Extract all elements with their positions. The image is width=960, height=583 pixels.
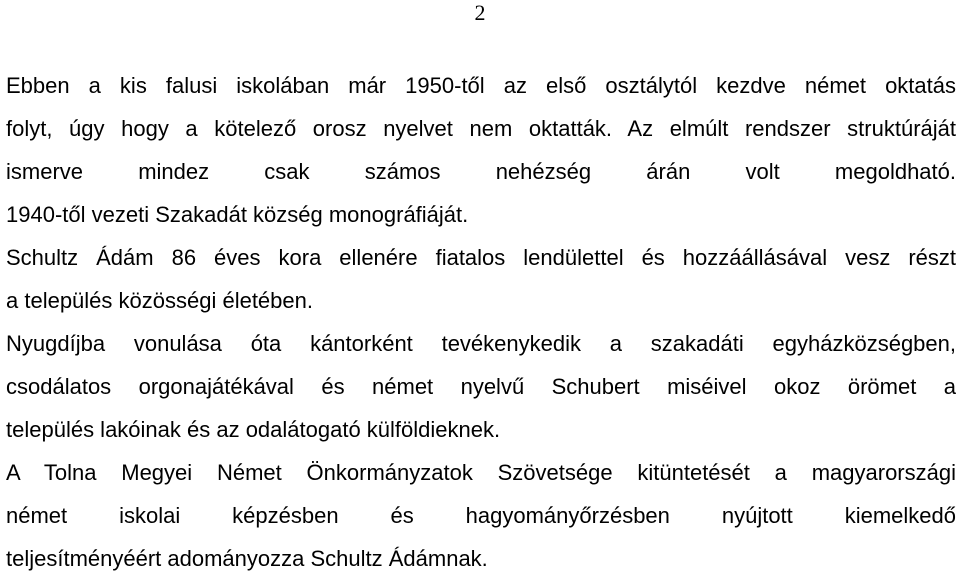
paragraph-1 [6,64,956,236]
text-line: Ebben a kis falusi iskolában már 1950-től az első osztálytól kezdve német oktatás [6,73,956,98]
text-line: Schultz Ádám 86 éves kora ellenére fiatalos lendülettel és hozzáállásával vesz részt [6,245,956,270]
text-line: 1940-től vezeti Szakadát község monográfiáját. [6,202,469,227]
text-line: teljesítményéért adományozza Schultz Ádámnak. [6,546,488,571]
text-line: település lakóinak és az odalátogató külföldieknek. [6,417,501,442]
body-text [6,64,956,580]
text-line: Nyugdíjba vonulása óta kántorként tevékenykedik a szakadáti egyházközségben, [6,331,956,356]
text-line: csodálatos orgonajátékával és német nyelvű Schubert miséivel okoz örömet a [6,374,956,399]
text-line: A Tolna Megyei Német Önkormányzatok Szövetsége kitüntetését a magyarországi [6,460,956,485]
paragraph-2 [6,236,956,322]
text-line: ismerve mindez csak számos nehézség árán volt megoldható. [6,159,956,184]
text-line: folyt, úgy hogy a kötelező orosz nyelvet nem oktatták. Az elmúlt rendszer struktúráját [6,116,956,141]
text-line: német iskolai képzésben és hagyományőrzésben nyújtott kiemelkedő [6,503,956,528]
paragraph-4 [6,451,956,580]
paragraph-3 [6,322,956,451]
page-number: 2 [474,0,486,25]
text-line: a település közösségi életében. [6,288,313,313]
